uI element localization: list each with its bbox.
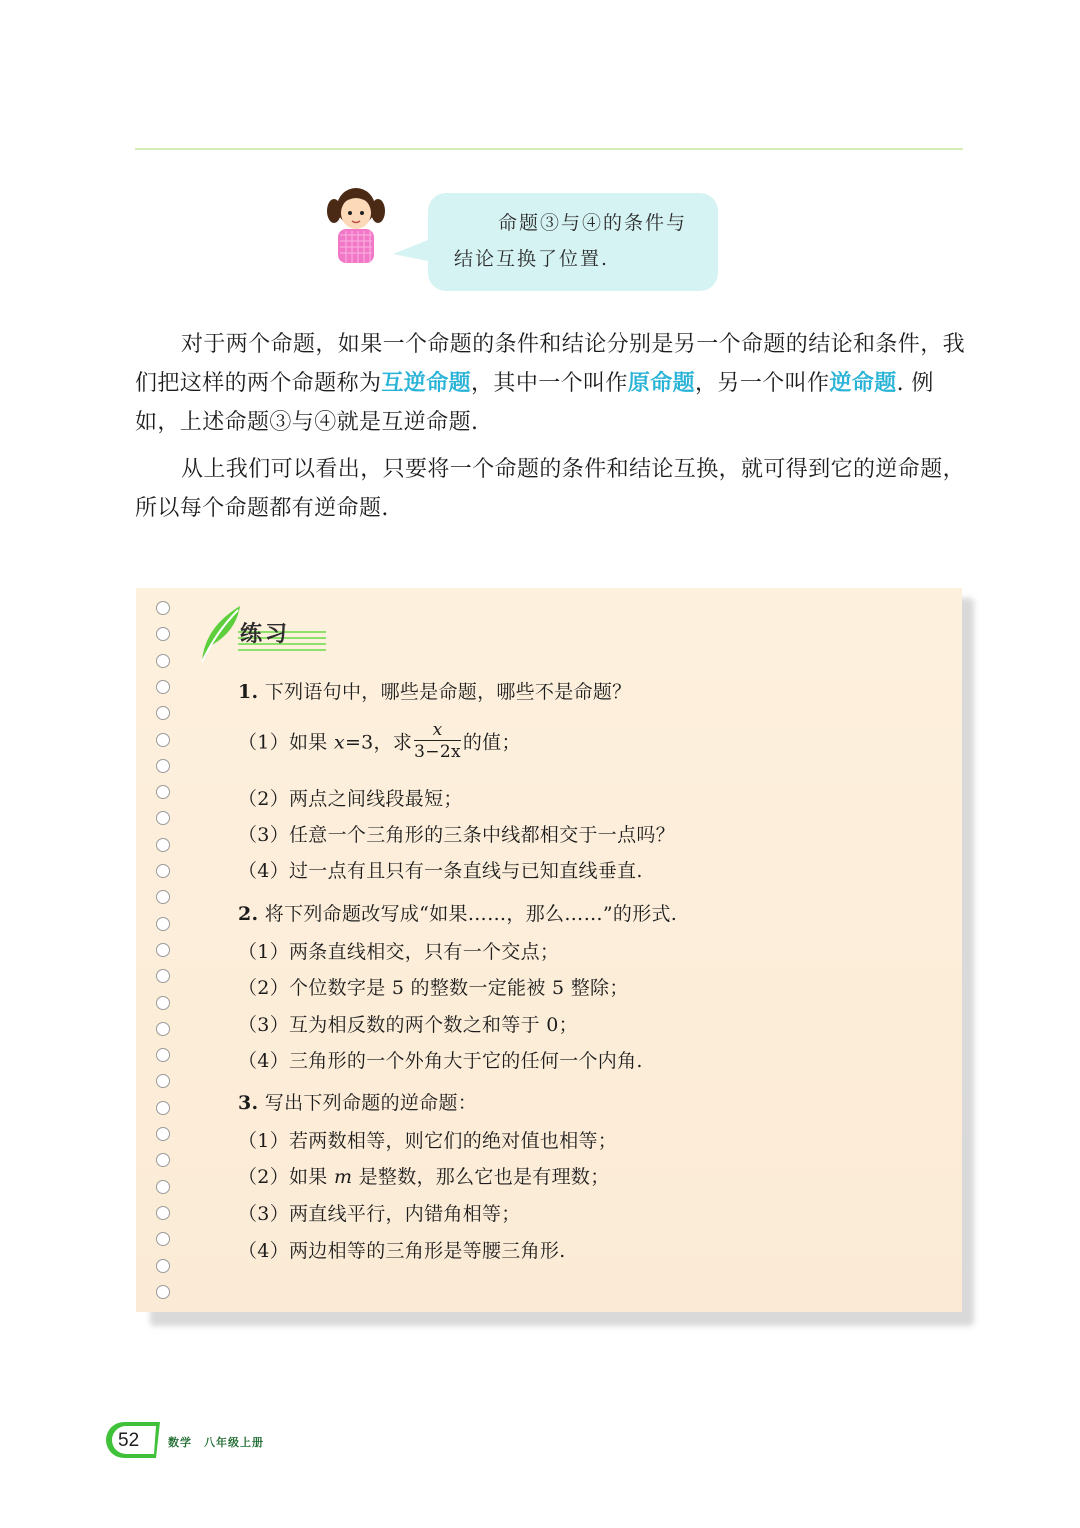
binding-ring bbox=[156, 943, 170, 957]
binding-ring bbox=[156, 1285, 170, 1299]
binding-ring bbox=[156, 1180, 170, 1194]
paragraph-conclusion: 从上我们可以看出，只要将一个命题的条件和结论互换，就可得到它的逆命题，所以每个命题都有逆命题. bbox=[135, 457, 966, 521]
term-original-proposition: 原命题 bbox=[627, 371, 696, 396]
q1-item-4: （4）过一点有且只有一条直线与已知直线垂直. bbox=[238, 860, 643, 882]
term-mutual-converse: 互逆命题 bbox=[381, 371, 472, 396]
binding-ring bbox=[156, 601, 170, 615]
paragraph-definition: 对于两个命题，如果一个命题的条件和结论分别是另一个命题的结论和条件，我们把这样的两个命题称为互逆命题，其中一个叫作原命题，另一个叫作逆命题. 例如，上述命题③与④就是互逆命题. bbox=[135, 332, 966, 435]
bubble-line-2: 结论互换了位置. bbox=[454, 248, 610, 270]
binding-ring bbox=[156, 838, 170, 852]
binding-ring bbox=[156, 1101, 170, 1115]
binding-ring bbox=[156, 680, 170, 694]
binding-ring bbox=[156, 1127, 170, 1141]
q1-item-1: （1）如果 x=3，求 $\frac{x}{3-2x}$ 的值； bbox=[238, 720, 521, 762]
question-1: 1. 下列语句中，哪些是命题，哪些不是命题？ bbox=[238, 681, 632, 703]
q3-item-3: （3）两直线平行，内错角相等； bbox=[238, 1203, 521, 1225]
girl-avatar-icon bbox=[326, 183, 386, 265]
q2-item-2: （2）个位数字是 5 的整数一定能被 5 整除； bbox=[238, 977, 629, 999]
q1-item-3: （3）任意一个三角形的三条中线都相交于一点吗？ bbox=[238, 824, 675, 846]
speech-bubble bbox=[428, 193, 718, 291]
q3-item-4: （4）两边相等的三角形是等腰三角形. bbox=[238, 1240, 566, 1262]
binding-ring bbox=[156, 733, 170, 747]
bubble-tail bbox=[393, 236, 433, 266]
q1-item-2: （2）两点之间线段最短； bbox=[238, 788, 463, 810]
q3-item-1: （1）若两数相等，则它们的绝对值也相等； bbox=[238, 1130, 618, 1152]
fraction: $\frac{x}{3-2x}$ bbox=[414, 720, 461, 762]
binding-ring bbox=[156, 917, 170, 931]
binding-ring bbox=[156, 864, 170, 878]
binding-ring bbox=[156, 1259, 170, 1273]
q2-item-1: （1）两条直线相交，只有一个交点； bbox=[238, 941, 560, 963]
page-number: 52 bbox=[118, 1430, 140, 1451]
binding-ring bbox=[156, 996, 170, 1010]
binding-ring bbox=[156, 1048, 170, 1062]
q3-item-2: （2）如果 m 是整数，那么它也是有理数； bbox=[238, 1166, 610, 1188]
binding-ring bbox=[156, 759, 170, 773]
term-converse-proposition: 逆命题 bbox=[829, 371, 897, 396]
question-3: 3. 写出下列命题的逆命题： bbox=[238, 1092, 478, 1114]
binding-ring bbox=[156, 1206, 170, 1220]
q2-item-3: （3）互为相反数的两个数之和等于 0； bbox=[238, 1014, 578, 1036]
binding-ring bbox=[156, 785, 170, 799]
bubble-line-1: 命题③与④的条件与 bbox=[498, 212, 688, 234]
question-2: 2. 将下列命题改写成“如果……，那么……”的形式. bbox=[238, 903, 678, 925]
top-divider bbox=[135, 148, 963, 150]
book-title: 数学 八年级上册 bbox=[168, 1436, 264, 1449]
binding-ring bbox=[156, 654, 170, 668]
binding-ring bbox=[156, 1022, 170, 1036]
q2-item-4: （4）三角形的一个外角大于它的任何一个内角. bbox=[238, 1050, 643, 1072]
exercise-title: 练习 bbox=[240, 622, 291, 647]
